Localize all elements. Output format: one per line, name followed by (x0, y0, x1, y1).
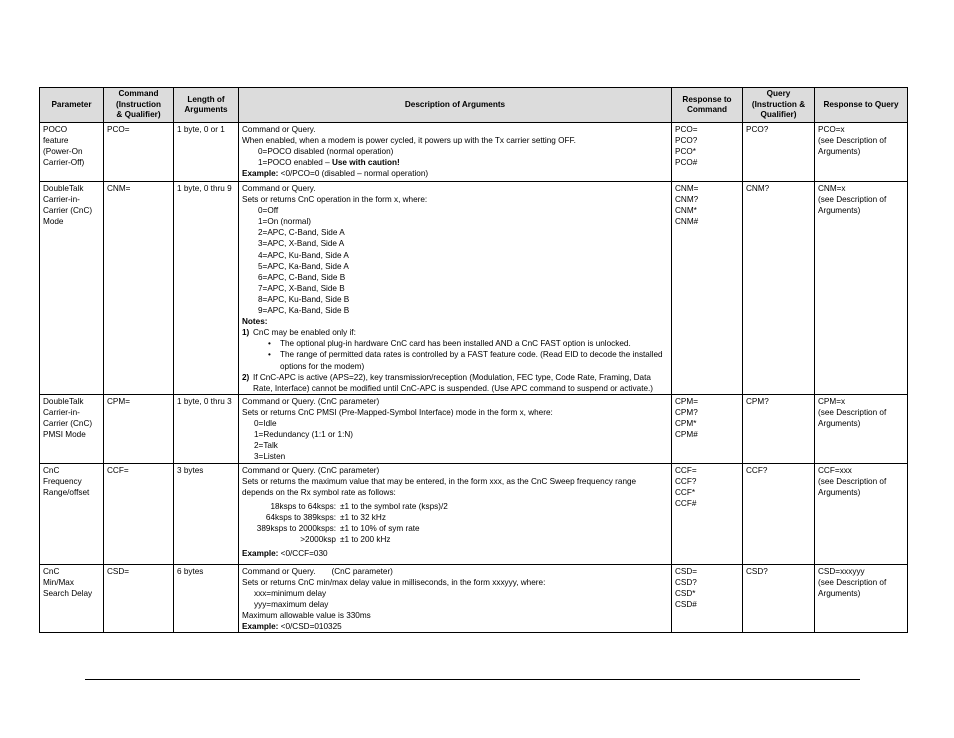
cell-response: CPM= CPM? CPM* CPM# (672, 395, 743, 464)
cell-parameter: DoubleTalk Carrier-in- Carrier (CnC) Mode (40, 182, 104, 395)
cell-query-response: PCO=x (see Description of Arguments) (815, 123, 908, 182)
cell-parameter: CnC Min/Max Search Delay (40, 564, 104, 633)
header-row (40, 88, 908, 123)
cell-command: CCF= (104, 463, 174, 564)
cell-query: PCO? (743, 123, 815, 182)
cell-command: PCO= (104, 123, 174, 182)
cell-description: Command or Query. (CnC parameter) Sets or returns CnC PMSI (Pre-Mapped-Symbol Interface) mode in the form x, where: 0=Idle 1=Redundancy (1:1 or 1:N) 2=Talk 3=Listen (239, 395, 672, 464)
header-response-command: Response to Command (672, 88, 743, 123)
cell-query-response: CNM=x (see Description of Arguments) (815, 182, 908, 395)
cell-length: 6 bytes (174, 564, 239, 633)
cell-parameter: DoubleTalk Carrier-in- Carrier (CnC) PMSI Mode (40, 395, 104, 464)
cell-command: CSD= (104, 564, 174, 633)
note-1: 1) CnC may be enabled only if: (242, 328, 356, 338)
cell-length: 1 byte, 0 or 1 (174, 123, 239, 182)
cell-description: Command or Query. When enabled, when a modem is power cycled, it powers up with the Tx carrier setting OFF. 0=POCO disabled (normal operation) 1=POCO enabled – Use with caution! Example: <0/PCO=0 (disabled – normal operation) (239, 123, 672, 182)
header-length: Length of Arguments (174, 88, 239, 123)
cell-query: CNM? (743, 182, 815, 395)
command-table (39, 87, 908, 633)
bullet-item: • The range of permitted data rates is controlled by a FAST feature code. (Read EID to decode the installed options for the modem) (268, 349, 669, 371)
table-row-ccf (40, 463, 908, 564)
header-response-query: Response to Query (815, 88, 908, 123)
header-description: Description of Arguments (239, 88, 672, 123)
cell-query-response: CSD=xxxyyy (see Description of Arguments) (815, 564, 908, 633)
cell-query: CSD? (743, 564, 815, 633)
table-row-cnm (40, 182, 908, 395)
range-row: >2000ksp ±1 to 200 kHz (300, 535, 391, 545)
range-row: 389ksps to 2000ksps: ±1 to 10% of sym rate (256, 524, 420, 534)
table-row-cpm (40, 395, 908, 464)
notes-label: Notes: (242, 317, 268, 327)
cell-response: CSD= CSD? CSD* CSD# (672, 564, 743, 633)
table-row-pco (40, 123, 908, 182)
cell-description: Command or Query. Sets or returns CnC operation in the form x, where: 0=Off 1=On (normal) 2=APC, C-Band, Side A 3=APC, X-Band, Side A 4=APC, Ku-Band, Side A 5=APC, Ka-Band, Side A 6=APC, C-Band, Side B 7=APC, X-Band, Side B 8=APC, Ku-Band, Side B 9=APC, Ka-Band, Side B Notes: 1) CnC may be enabled only if: • The optional plug-in hardware CnC card has been installed AND a CnC FAST option is unlocked. • The range of permitted data rates is controlled by a FAST feature code. (Read EID to decode the installed options for the modem) 2) If CnC-APC is active (APS=22), key transmission/reception (Modulation, FEC type, Code Rate, Framing, Data Rate, Interface) cannot be modified until CnC-APC is suspended. (Use APC command to suspend or activate.) (239, 182, 672, 395)
cell-parameter: POCO feature (Power-On Carrier-Off) (40, 123, 104, 182)
range-row: 64ksps to 389ksps: ±1 to 32 kHz (265, 512, 386, 522)
cell-description: Command or Query. (CnC parameter) Sets or returns CnC min/max delay value in milliseconds, in the form xxxyyy, where: xxx=minimum delay yyy=maximum delay Maximum allowable value is 330ms Example: <0/CSD=010325 (239, 564, 672, 633)
cell-query: CCF? (743, 463, 815, 564)
cell-query-response: CPM=x (see Description of Arguments) (815, 395, 908, 464)
header-query: Query (Instruction & Qualifier) (743, 88, 815, 123)
cell-query-response: CCF=xxx (see Description of Arguments) (815, 463, 908, 564)
table-row-csd (40, 564, 908, 633)
footer-rule (85, 679, 860, 680)
cell-command: CPM= (104, 395, 174, 464)
symbol-rate-ranges (242, 501, 669, 545)
cell-response: CNM= CNM? CNM* CNM# (672, 182, 743, 395)
cell-length: 3 bytes (174, 463, 239, 564)
header-command: Command (Instruction & Qualifier) (104, 88, 174, 123)
header-parameter: Parameter (40, 88, 104, 123)
cell-length: 1 byte, 0 thru 3 (174, 395, 239, 464)
bullet-item: • The optional plug-in hardware CnC card has been installed AND a CnC FAST option is unlocked. (268, 338, 669, 349)
cell-parameter: CnC Frequency Range/offset (40, 463, 104, 564)
caution-text: Use with caution! (331, 158, 400, 168)
cell-query: CPM? (743, 395, 815, 464)
note-2: 2) If CnC-APC is active (APS=22), key transmission/reception (Modulation, FEC type, Code Rate, Framing, Data Rate, Interface) cannot be modified until CnC-APC is suspended. (Use APC command to suspend or activate.) (242, 372, 654, 393)
range-row: 18ksps to 64ksps: ±1 to the symbol rate (ksps)/2 (270, 501, 448, 511)
cell-response: CCF= CCF? CCF* CCF# (672, 463, 743, 564)
cell-command: CNM= (104, 182, 174, 395)
note-1-bullets (242, 338, 669, 371)
cell-length: 1 byte, 0 thru 9 (174, 182, 239, 395)
cell-description: Command or Query. (CnC parameter) Sets or returns the maximum value that may be entered, in the form xxx, as the CnC Sweep frequency range depends on the Rx symbol rate as follows: 18ksps to 64ksps: ±1 to the symbol rate (ksps)/2 64ksps to 389ksps: ±1 to 32 kHz 389ksps to 2000ksps: ±1 to 10% of sym rate >2000ksp ±1 to 200 kHz Example: <0/CCF=030 (239, 463, 672, 564)
cell-response: PCO= PCO? PCO* PCO# (672, 123, 743, 182)
